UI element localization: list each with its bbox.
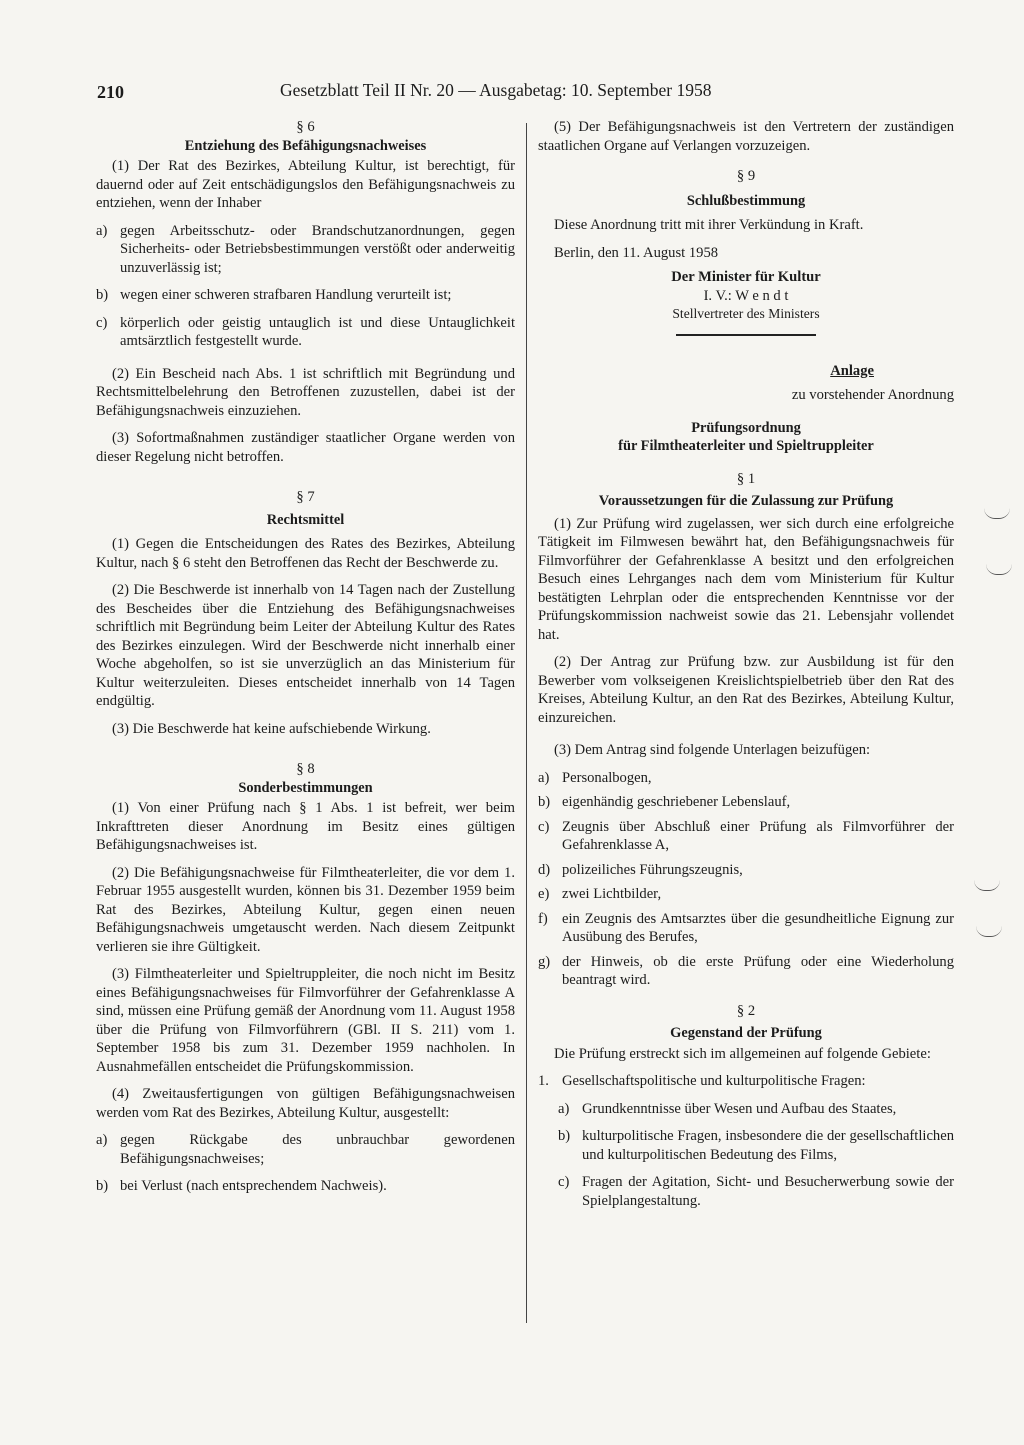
list-item: [538, 910, 954, 947]
list-label: g): [538, 953, 551, 970]
list-text: Grundkenntnisse über Wesen und Aufbau des Staates,: [582, 1100, 897, 1117]
paragraph: (1) Gegen die Entscheidungen des Rates des Bezirkes, Abteilung Kultur, nach § 6 steht den Betroffenen das Recht der Beschwerde zu.: [96, 536, 515, 571]
paragraph: (2) Die Beschwerde ist innerhalb von 14 Tagen nach der Zustellung des Bescheides über die Entziehung des Befähigungsnachweises schriftlich mit Begründung beim Leiter der Abteilung Kultur des Rates des Bezirkes einzulegen. Wird der Beschwerde nicht innerhalb einer Woche abgeholfen, so ist sie unverzüglich an das Ministerium für Kultur weiterzuleiten. Dieses entscheidet innerhalb von 14 Tagen endgültig.: [96, 582, 515, 709]
signature-office: Der Minister für Kultur: [671, 269, 821, 285]
section-number: § 1: [736, 470, 756, 487]
paragraph: Diese Anordnung tritt mit ihrer Verkündung in Kraft.: [554, 217, 864, 233]
list-text: gegen Rückgabe des unbrauchbar gewordenen Befähigungsnachweises;: [120, 1132, 515, 1167]
list-item: [538, 769, 954, 788]
list-text: zwei Lichtbilder,: [562, 886, 662, 902]
paragraph: (3) Sofortmaßnahmen zuständiger staatlicher Organe werden von dieser Regelung nicht betroffen.: [96, 430, 515, 465]
list-item: [538, 885, 954, 904]
annex-block: [538, 362, 954, 405]
paragraph: (1) Der Rat des Bezirkes, Abteilung Kultur, ist berechtigt, für dauernd oder auf Zeit entschädigungslos den Befähigungsnachweis zu entziehen, wenn der Inhaber: [96, 158, 515, 211]
paragraph: (1) Von einer Prüfung nach § 1 Abs. 1 ist befreit, wer beim Inkrafttreten dieser Anordnung im Besitz eines gültigen Befähigungsnachweises ist.: [96, 800, 515, 853]
paragraph: (3) Filmtheaterleiter und Spieltruppleiter, die noch nicht im Besitz eines Befähigungsnachweises für Filmvorführer der Gefahrenklasse A sind, müssen eine Prüfung gemäß der Anordnung vom 11. August 1958 über die Prüfung von Filmvorführern (GBl. II S. 211) vom 1. September 1958 bis zum 31. Dezember 1959 nachholen. In Ausnahmefällen entscheidet die Prüfungskommission.: [96, 966, 515, 1075]
page-header: [97, 76, 977, 104]
list-item: [558, 1127, 954, 1164]
place-date: Berlin, den 11. August 1958: [554, 244, 719, 261]
list-item: [538, 818, 954, 855]
list-label: b): [96, 1178, 109, 1194]
list-item: [96, 1177, 515, 1196]
list-label: f): [538, 910, 548, 927]
signature-role: Stellvertreter des Ministers: [672, 306, 820, 321]
paragraph: (2) Der Antrag zur Prüfung bzw. zur Ausbildung ist für den Bewerber vom volkseigenen Kreislichtspielbetrieb über den Rat des Kreises, Abteilung Kultur, an den Rat des Bezirkes, Abteilung Kultur, einzureichen.: [538, 654, 954, 726]
list-text: eigenhändig geschriebener Lebenslauf,: [562, 794, 791, 810]
list-item: [96, 286, 515, 305]
section-number: § 9: [736, 168, 756, 184]
list-label: b): [558, 1128, 571, 1144]
signature-rule: [676, 334, 816, 336]
list-label: a): [96, 1132, 108, 1148]
list-text: bei Verlust (nach entsprechendem Nachweis).: [120, 1178, 387, 1194]
list-text: wegen einer schweren strafbaren Handlung verurteilt ist;: [120, 287, 452, 303]
section-number: § 6: [296, 119, 315, 135]
page-number: 210: [97, 82, 124, 102]
paragraph: (2) Ein Bescheid nach Abs. 1 ist schriftlich mit Begründung und Rechtsmittelbelehrung den Betroffenen zuzustellen, dabei ist der Befähigungsnachweis einzuziehen.: [96, 365, 515, 419]
list-label: a): [558, 1100, 570, 1117]
section-title: Entziehung des Befähigungsnachweises: [184, 137, 427, 154]
section-title: Voraussetzungen für die Zulassung zur Prüfung: [598, 493, 894, 509]
paragraph: (2) Die Befähigungsnachweise für Filmtheaterleiter, die vor dem 1. Februar 1955 ausgestellt wurden, können bis 31. Dezember 1959 beim Rat des Bezirkes, Abteilung Kultur, gegen einen neuen Befähigungsnachweis umgetauscht werden. Nach diesem Zeitpunkt verlieren sie ihre Gültigkeit.: [96, 864, 515, 955]
signature-name: I. V.: W e n d t: [703, 287, 789, 304]
list-text: Personalbogen,: [562, 769, 652, 786]
list-label: e): [538, 886, 550, 902]
list-item: [538, 793, 954, 812]
column-divider: [526, 123, 527, 1323]
section-number: § 8: [296, 761, 315, 777]
section-title: Schlußbestimmung: [686, 192, 806, 209]
list-text: körperlich oder geistig untauglich ist und diese Untauglichkeit amtsärztlich festgestellt wurde.: [120, 314, 515, 349]
list-item: [558, 1173, 954, 1210]
margin-mark: [974, 880, 1000, 891]
list-item: [96, 222, 515, 278]
list-label: c): [558, 1174, 570, 1190]
section-number: § 7: [296, 489, 315, 505]
paragraph: (4) Zweitausfertigungen von gültigen Befähigungsnachweisen werden vom Rat des Bezirkes, Abteilung Kultur, ausgestellt:: [96, 1086, 515, 1121]
list-item: [96, 1131, 515, 1168]
list-item: [558, 1100, 954, 1119]
list-item: [538, 1072, 954, 1091]
list-item: [96, 314, 515, 351]
list-label: a): [96, 222, 108, 239]
section-number: § 2: [736, 1002, 756, 1019]
section-title: Rechtsmittel: [266, 511, 345, 528]
list-text: kulturpolitische Fragen, insbesondere die der gesellschaftlichen und kulturpolitischen Bedeutung des Films,: [582, 1128, 954, 1163]
paragraph: (3) Die Beschwerde hat keine aufschiebende Wirkung.: [112, 720, 431, 737]
list-label: b): [538, 794, 551, 810]
list: [96, 222, 515, 351]
section-title: Gegenstand der Prüfung: [670, 1025, 822, 1041]
list-text: der Hinweis, ob die erste Prüfung oder eine Wiederholung beantragt wird.: [562, 953, 954, 988]
list-text: gegen Arbeitsschutz- oder Brandschutzanordnungen, gegen Sicherheits- oder Betriebsbestimmungen verstößt oder anderweitig unzuverlässig ist;: [120, 222, 515, 276]
list-text: polizeiliches Führungszeugnis,: [562, 861, 743, 878]
order-title-line1: Prüfungsordnung: [691, 419, 801, 436]
margin-mark: [984, 508, 1010, 519]
list-label: a): [538, 769, 550, 786]
paragraph: (3) Dem Antrag sind folgende Unterlagen beizufügen:: [554, 742, 871, 758]
list-text: Zeugnis über Abschluß einer Prüfung als Filmvorführer der Gefahrenklasse A,: [562, 818, 954, 853]
list: [538, 769, 954, 990]
order-title-line2: für Filmtheaterleiter und Spieltruppleiter: [618, 438, 874, 454]
list: [96, 1131, 515, 1196]
paragraph: (5) Der Befähigungsnachweis ist den Vertretern der zuständigen staatlichen Organe auf Verlangen vorzuzeigen.: [538, 119, 954, 154]
paragraph: Die Prüfung erstreckt sich im allgemeinen auf folgende Gebiete:: [554, 1045, 931, 1062]
margin-mark: [986, 564, 1012, 575]
list-label: d): [538, 861, 551, 878]
list-label: b): [96, 287, 109, 303]
list-text: Gesellschaftspolitische und kulturpolitische Fragen:: [562, 1073, 866, 1089]
sublist: [558, 1100, 954, 1211]
list-label: c): [538, 818, 550, 835]
right-column: [538, 118, 954, 1219]
section-title: Sonderbestimmungen: [238, 779, 373, 796]
list-text: ein Zeugnis des Amtsarztes über die gesundheitliche Eignung zur Ausübung des Berufes,: [562, 910, 954, 945]
margin-mark: [976, 926, 1002, 937]
list-item: [538, 861, 954, 880]
annex-title: Anlage: [830, 362, 874, 379]
running-title: Gesetzblatt Teil II Nr. 20 — Ausgabetag: 10. September 1958: [280, 80, 712, 100]
list-text: Fragen der Agitation, Sicht- und Besucherwerbung sowie der Spielplangestaltung.: [582, 1174, 954, 1209]
list-item: [538, 953, 954, 990]
annex-subtitle: zu vorstehender Anordnung: [791, 387, 954, 403]
left-column: [96, 118, 515, 1205]
list-label: c): [96, 314, 108, 331]
paragraph: (1) Zur Prüfung wird zugelassen, wer sich durch eine erfolgreiche Tätigkeit im Filmwesen bewährt hat, den Befähigungsnachweis für Filmvorführer der Gefahrenklasse A besitzt und den erfolgreichen Besuch eines Lehrganges nach dem vom Ministerium für Kultur bestätigten Lehrplan oder die entsprechenden Kenntnisse vor der Prüfungskommission nachweist sowie das 21. Lebensjahr vollendet hat.: [538, 515, 954, 643]
list-label: 1.: [538, 1073, 549, 1089]
